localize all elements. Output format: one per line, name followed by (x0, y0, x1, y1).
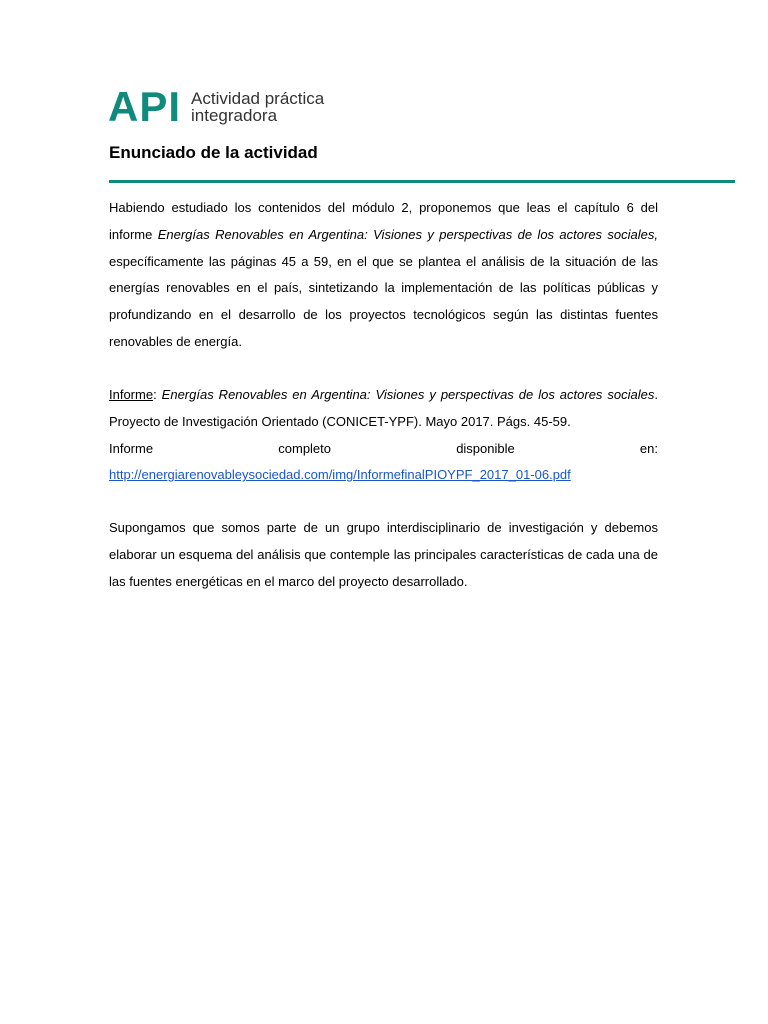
reference-title-italic: Energías Renovables en Argentina: Visiones y perspectivas de los actores sociales (161, 387, 655, 402)
logo-subtitle-line2: integradora (191, 106, 278, 125)
logo-mark: API (108, 83, 182, 130)
paragraph-task: Supongamos que somos parte de un grupo interdisciplinario de investigación y debemos elaborar un esquema del análisis que contemple las principales características de cada una de las fuentes energéticas en el marco del proyecto desarrollado. (109, 520, 658, 589)
report-url-link[interactable]: http://energiarenovableysociedad.com/img/InformefinalPIOYPF_2017_01-06.pdf (109, 467, 571, 483)
reference-details: . Proyecto de Investigación Orientado (CONICET-YPF). Mayo 2017. Págs. 45-59. (109, 387, 658, 429)
page-title: Enunciado de la actividad (109, 143, 318, 162)
logo-subtitle-line1: Actividad práctica (191, 89, 325, 108)
logo-subtitle (191, 90, 324, 124)
paragraph-intro-part2: específicamente las páginas 45 a 59, en el que se plantea el análisis de la situación de las energías renovables en el país, sintetizando la implementación de las políticas públicas y profundizando en el desarrollo de los proyectos tecnológicos según las distintas fuentes renovables de energía. (109, 253, 658, 349)
paragraph-intro-part1: Habiendo estudiado los contenidos del módulo 2, proponemos que leas el capítulo 6 del informe (109, 200, 658, 242)
api-logo (108, 83, 325, 130)
paragraph-reference (109, 382, 658, 489)
report-title-italic: Energías Renovables en Argentina: Visiones y perspectivas de los actores sociales, (157, 226, 658, 242)
reference-colon: : (153, 387, 162, 402)
paragraph-intro (109, 195, 658, 356)
reference-label: Informe (109, 387, 154, 402)
reference-citation (109, 382, 658, 436)
title-divider (109, 180, 735, 183)
reference-available-text: Informe completo disponible en: (109, 440, 658, 456)
